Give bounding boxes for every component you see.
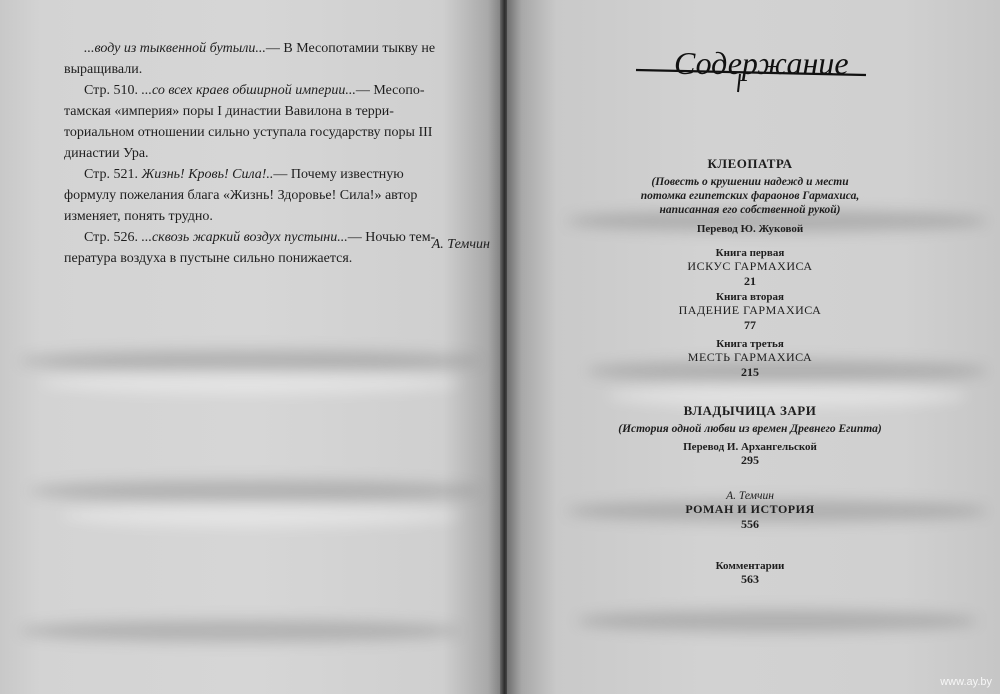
book-page: 215 bbox=[741, 365, 759, 379]
toc-book-1 bbox=[560, 247, 940, 289]
note-text: Стр. 510. bbox=[84, 83, 142, 98]
toc-title: Комментарии bbox=[715, 560, 785, 572]
note-text: — Ночью тем- bbox=[347, 230, 436, 245]
toc-book-2 bbox=[560, 291, 940, 333]
toc-essay bbox=[560, 490, 940, 532]
book-title: ПАДЕНИЕ ГАРМАХИСА bbox=[678, 303, 822, 317]
note-line bbox=[64, 206, 492, 227]
toc-translator: Перевод И. Архангельской bbox=[683, 441, 817, 453]
note-line bbox=[84, 80, 492, 101]
toc-page: 556 bbox=[741, 517, 759, 531]
toc-page: 295 bbox=[741, 453, 759, 467]
note-text: ториальном отношении сильно уступала государству поры III bbox=[64, 125, 433, 140]
note-line bbox=[64, 185, 492, 206]
note-line bbox=[84, 164, 492, 185]
note-text: изменяет, понять трудно. bbox=[64, 209, 213, 224]
note-line bbox=[84, 38, 492, 59]
book-title: МЕСТЬ ГАРМАХИСА bbox=[687, 350, 813, 364]
paper-wrinkle bbox=[40, 372, 460, 394]
toc-title: ВЛАДЫЧИЦА ЗАРИ bbox=[683, 403, 817, 418]
paper-wrinkle bbox=[577, 610, 977, 632]
notes-author: А. Темчин bbox=[431, 237, 490, 252]
toc-subtitle: (Повесть о крушении надежд и мести bbox=[651, 176, 849, 188]
toc-translator: Перевод Ю. Жуковой bbox=[696, 223, 804, 235]
note-text: Стр. 526. bbox=[84, 230, 142, 245]
note-italic: ...воду из тыквенной бутыли... bbox=[84, 41, 266, 56]
note-text: Стр. 521. bbox=[84, 167, 142, 182]
book-label: Книга первая bbox=[715, 247, 785, 259]
note-line bbox=[64, 143, 492, 164]
book-page: 21 bbox=[744, 274, 756, 288]
note-text: выращивали. bbox=[64, 62, 143, 77]
contents-heading bbox=[634, 28, 874, 100]
toc-book-3 bbox=[560, 338, 940, 380]
paper-wrinkle bbox=[60, 505, 460, 527]
note-line bbox=[64, 101, 492, 122]
toc-subtitle: (История одной любви из времен Древнего Египта) bbox=[618, 423, 882, 435]
commentary-notes bbox=[64, 38, 492, 269]
book-page: 77 bbox=[744, 318, 756, 332]
paper-wrinkle bbox=[20, 620, 460, 642]
note-text: династии Ура. bbox=[64, 146, 149, 161]
note-text: формулу пожелания блага «Жизнь! Здоровье! Сила!» автор bbox=[64, 188, 418, 203]
toc-subtitle: потомка египетских фараонов Гармахиса, bbox=[640, 190, 860, 202]
toc-title: КЛЕОПАТРА bbox=[707, 156, 793, 171]
toc-title: РОМАН И ИСТОРИЯ bbox=[685, 502, 815, 516]
note-text: — Месопо- bbox=[355, 83, 425, 98]
toc-page: 563 bbox=[741, 572, 759, 586]
note-italic: Жизнь! Кровь! Сила!.. bbox=[141, 167, 274, 182]
note-line bbox=[64, 122, 492, 143]
note-line bbox=[64, 59, 492, 80]
book-label: Книга вторая bbox=[716, 291, 784, 303]
toc-dawn bbox=[560, 403, 940, 468]
note-text: тамская «империя» поры I династии Вавилона в терри- bbox=[64, 104, 394, 119]
paper-wrinkle bbox=[30, 480, 480, 502]
note-italic: ...со всех краев обширной империи... bbox=[141, 83, 356, 98]
toc-comments bbox=[560, 560, 940, 587]
toc-cleopatra bbox=[560, 156, 940, 235]
paper-wrinkle bbox=[20, 350, 480, 372]
book-label: Книга третья bbox=[716, 338, 784, 350]
note-text: — В Месопотамии тыкву не bbox=[265, 41, 436, 56]
note-text: пература воздуха в пустыне сильно понижается. bbox=[64, 251, 353, 266]
toc-subtitle: написанная его собственной рукой) bbox=[659, 204, 841, 216]
book-title: ИСКУС ГАРМАХИСА bbox=[687, 259, 813, 273]
toc-author: А. Темчин bbox=[726, 490, 774, 502]
note-italic: ...сквозь жаркий воздух пустыни... bbox=[141, 230, 348, 245]
note-text: — Почему известную bbox=[273, 167, 404, 182]
contents-heading-text: Содержание bbox=[674, 45, 849, 81]
watermark: www.ay.by bbox=[940, 676, 992, 688]
